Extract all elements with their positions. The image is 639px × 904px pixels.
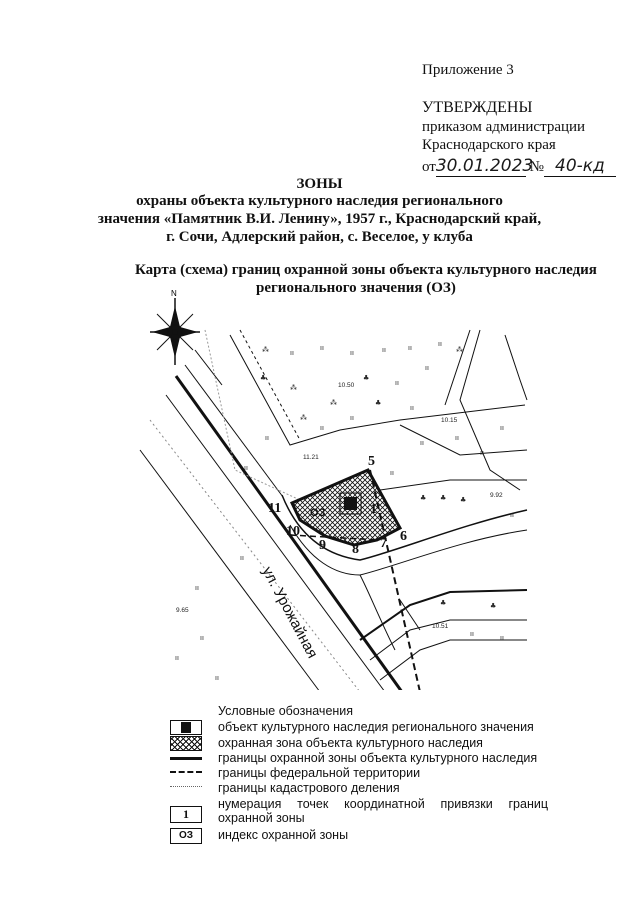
date-value: 30.01.2023 <box>435 156 534 176</box>
svg-text:ıı: ıı <box>350 349 354 357</box>
north-label: N <box>171 289 177 298</box>
elevation-label: 9.65 <box>176 607 189 614</box>
legend-title: Условные обозначения <box>218 704 354 718</box>
map-title-2: регионального значения (ОЗ) <box>256 280 456 296</box>
elevation-label: 10.51 <box>432 623 449 630</box>
elevation-label: 10.15 <box>441 417 458 424</box>
svg-text:ıı: ıı <box>290 349 294 357</box>
elevation-label: 9.92 <box>490 492 503 499</box>
map-title-1: Карта (схема) границ охранной зоны объекта культурного наследия <box>135 262 597 278</box>
zone-index-label: ОЗ <box>310 507 326 519</box>
doc-title-1: ЗОНЫ <box>296 176 343 192</box>
svg-text:ıı: ıı <box>455 434 459 442</box>
street-label: ул. Урожайная <box>258 563 321 662</box>
doc-title-2: охраны объекта культурного наследия регионального <box>136 193 503 209</box>
compass-rose-icon <box>150 298 200 365</box>
doc-title-3: значения «Памятник В.И. Ленину», 1957 г., Краснодарский край, <box>97 211 542 227</box>
svg-text:ıı: ıı <box>390 469 394 477</box>
svg-text:♣: ♣ <box>420 494 427 502</box>
svg-text:ıı: ıı <box>265 434 269 442</box>
svg-text:♣: ♣ <box>440 599 447 607</box>
point-label-5: 5 <box>368 454 375 469</box>
svg-text:ıı: ıı <box>215 674 219 682</box>
svg-text:ıı: ıı <box>175 654 179 662</box>
legend-item-zone-boundary: границы охранной зоны объекта культурного наследия <box>218 751 538 765</box>
point-label-6: 6 <box>400 529 407 544</box>
svg-text:ıı: ıı <box>200 634 204 642</box>
doc-title-4: г. Сочи, Адлерский район, с. Веселое, у клуба <box>166 229 473 245</box>
svg-text:⁂: ⁂ <box>456 346 463 354</box>
legend-item-zone: охранная зона объекта культурного наследия <box>218 736 483 750</box>
point-label-11: 11 <box>268 501 282 516</box>
elevation-label: 10.50 <box>338 382 355 389</box>
svg-text:♣: ♣ <box>375 399 382 407</box>
legend-symbol-index: ОЗ <box>170 828 202 844</box>
monument-object <box>344 497 357 510</box>
svg-text:♣: ♣ <box>490 602 497 610</box>
point-label-10: 10 <box>286 524 300 539</box>
svg-text:ıı: ıı <box>195 584 199 592</box>
elevation-label: 11.21 <box>303 454 319 461</box>
svg-text:♣: ♣ <box>260 374 267 382</box>
appendix-label: Приложение 3 <box>422 62 514 78</box>
point-label-9: 9 <box>319 538 326 553</box>
svg-text:⁂: ⁂ <box>300 414 307 422</box>
svg-text:ıı: ıı <box>510 511 514 519</box>
legend-symbol-zone <box>170 736 202 751</box>
approved-label: УТВЕРЖДЕНЫ <box>422 99 533 116</box>
legend-symbol-object <box>170 720 202 735</box>
legend-symbol-number: 1 <box>170 806 202 823</box>
point-label-1: 1 <box>370 502 377 517</box>
number-value: 40-кд <box>544 156 616 177</box>
svg-text:ıı: ıı <box>395 379 399 387</box>
svg-text:ıı: ıı <box>408 344 412 352</box>
legend-item-object: объект культурного наследия регионального значения <box>218 720 534 734</box>
legend-symbol-zone-boundary <box>170 757 202 760</box>
svg-text:ıı: ıı <box>438 340 442 348</box>
svg-text:♣: ♣ <box>460 496 467 504</box>
date-prefix: от <box>422 159 436 175</box>
svg-text:ıı: ıı <box>240 554 244 562</box>
order-line-1: приказом администрации <box>422 119 586 135</box>
svg-text:ıı: ıı <box>500 424 504 432</box>
svg-text:⁂: ⁂ <box>262 346 269 354</box>
legend-symbol-cadastral <box>170 786 202 787</box>
svg-text:ıı: ıı <box>470 630 474 638</box>
svg-text:ıı: ıı <box>320 344 324 352</box>
svg-text:⁂: ⁂ <box>290 384 297 392</box>
legend-item-cadastral: границы кадастрового деления <box>218 781 400 795</box>
legend-item-numbering: нумерация точек координатной привязки границ охранной зоны <box>218 797 548 825</box>
legend-item-index: индекс охранной зоны <box>218 828 349 842</box>
svg-text:♣: ♣ <box>363 374 370 382</box>
svg-text:ıı: ıı <box>420 439 424 447</box>
point-label-8: 8 <box>352 542 359 557</box>
svg-text:ıı: ıı <box>320 424 324 432</box>
number-prefix: № <box>529 159 544 175</box>
svg-text:ıı: ıı <box>410 404 414 412</box>
svg-text:ıı: ıı <box>500 634 504 642</box>
legend-symbol-federal <box>170 771 202 773</box>
svg-text:ıı: ıı <box>480 449 484 457</box>
svg-text:⁂: ⁂ <box>330 399 337 407</box>
order-line-2: Краснодарского края <box>422 137 556 153</box>
svg-text:♣: ♣ <box>440 494 447 502</box>
svg-text:ıı: ıı <box>244 464 248 472</box>
svg-text:ıı: ıı <box>382 346 386 354</box>
point-label-7: 7 <box>380 536 387 551</box>
svg-text:ıı: ıı <box>425 364 429 372</box>
legend-item-federal: границы федеральной территории <box>218 766 421 780</box>
svg-text:ıı: ıı <box>350 414 354 422</box>
